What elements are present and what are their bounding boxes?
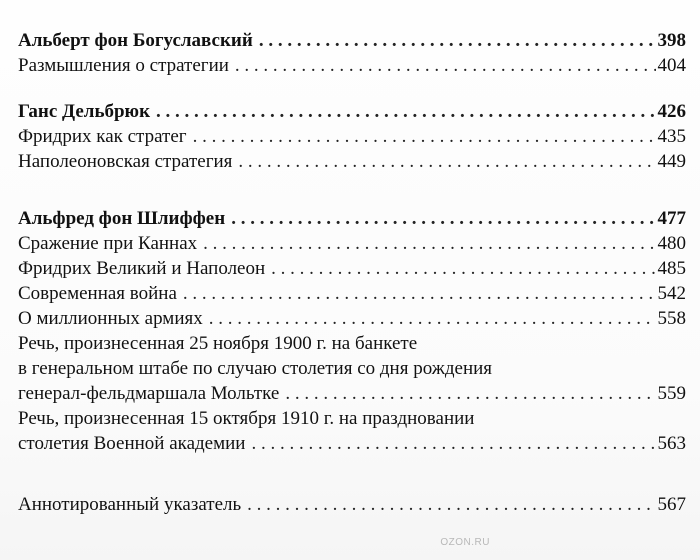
toc-section-boguslawski bbox=[18, 28, 686, 78]
toc-entry-row bbox=[18, 381, 686, 406]
dot-leader bbox=[209, 306, 656, 331]
entry-title-line: столетия Военной академии bbox=[18, 433, 246, 454]
entry-title: Наполеоновская стратегия bbox=[18, 151, 233, 172]
page-number: 398 bbox=[657, 30, 686, 51]
page-number: 404 bbox=[657, 55, 686, 76]
page-number: 477 bbox=[657, 208, 686, 229]
toc-entry-row bbox=[18, 492, 686, 517]
page-number: 480 bbox=[657, 233, 686, 254]
dot-leader bbox=[285, 381, 655, 406]
toc-section-delbrueck bbox=[18, 99, 686, 174]
toc-entry-row bbox=[18, 431, 686, 456]
dot-leader bbox=[156, 99, 655, 124]
dot-leader bbox=[271, 256, 655, 281]
dot-leader bbox=[235, 53, 656, 78]
toc-entry-row bbox=[18, 256, 686, 281]
watermark-text: OZON.RU bbox=[440, 537, 490, 548]
page-number: 559 bbox=[657, 383, 686, 404]
toc-author-row bbox=[18, 99, 686, 124]
entry-title: Фридрих как стратег bbox=[18, 126, 187, 147]
entry-title: Аннотированный указатель bbox=[18, 494, 242, 515]
entry-title: Фридрих Великий и Наполеон bbox=[18, 258, 266, 279]
entry-title: Современная война bbox=[18, 283, 177, 304]
toc-section-schlieffen bbox=[18, 206, 686, 456]
dot-leader bbox=[193, 124, 656, 149]
page-number: 485 bbox=[657, 258, 686, 279]
toc-section-index bbox=[18, 492, 686, 517]
toc-entry-row bbox=[18, 231, 686, 256]
page-number: 426 bbox=[657, 101, 686, 122]
dot-leader bbox=[238, 149, 655, 174]
toc-entry-row bbox=[18, 306, 686, 331]
dot-leader bbox=[231, 206, 655, 231]
entry-title: Размышления о стратегии bbox=[18, 55, 229, 76]
toc-entry-row bbox=[18, 53, 686, 78]
author-name: Альфред фон Шлиффен bbox=[18, 208, 226, 229]
dot-leader bbox=[247, 492, 655, 517]
entry-title: О миллионных армиях bbox=[18, 308, 203, 329]
toc-entry-row bbox=[18, 149, 686, 174]
entry-title-line: генерал-фельдмаршала Мольтке bbox=[18, 383, 280, 404]
page-number: 449 bbox=[657, 151, 686, 172]
entry-title: Сражение при Каннах bbox=[18, 233, 198, 254]
toc-author-row bbox=[18, 206, 686, 231]
dot-leader bbox=[183, 281, 656, 306]
toc-entry-row bbox=[18, 281, 686, 306]
dot-leader bbox=[251, 431, 655, 456]
page-number: 558 bbox=[657, 308, 686, 329]
page-number: 567 bbox=[657, 494, 686, 515]
entry-title-line: Речь, произнесенная 25 ноября 1900 г. на банкете bbox=[18, 333, 418, 354]
author-name: Альберт фон Богуславский bbox=[18, 30, 253, 51]
entry-title-line: Речь, произнесенная 15 октября 1910 г. на праздновании bbox=[18, 408, 475, 429]
toc-entry-row bbox=[18, 124, 686, 149]
page-number: 435 bbox=[657, 126, 686, 147]
author-name: Ганс Дельбрюк bbox=[18, 101, 151, 122]
dot-leader bbox=[259, 28, 656, 53]
page-number: 542 bbox=[657, 283, 686, 304]
entry-title-line: в генеральном штабе по случаю столетия со дня рождения bbox=[18, 358, 493, 379]
dot-leader bbox=[203, 231, 655, 256]
toc-author-row bbox=[18, 28, 686, 53]
page-number: 563 bbox=[657, 433, 686, 454]
